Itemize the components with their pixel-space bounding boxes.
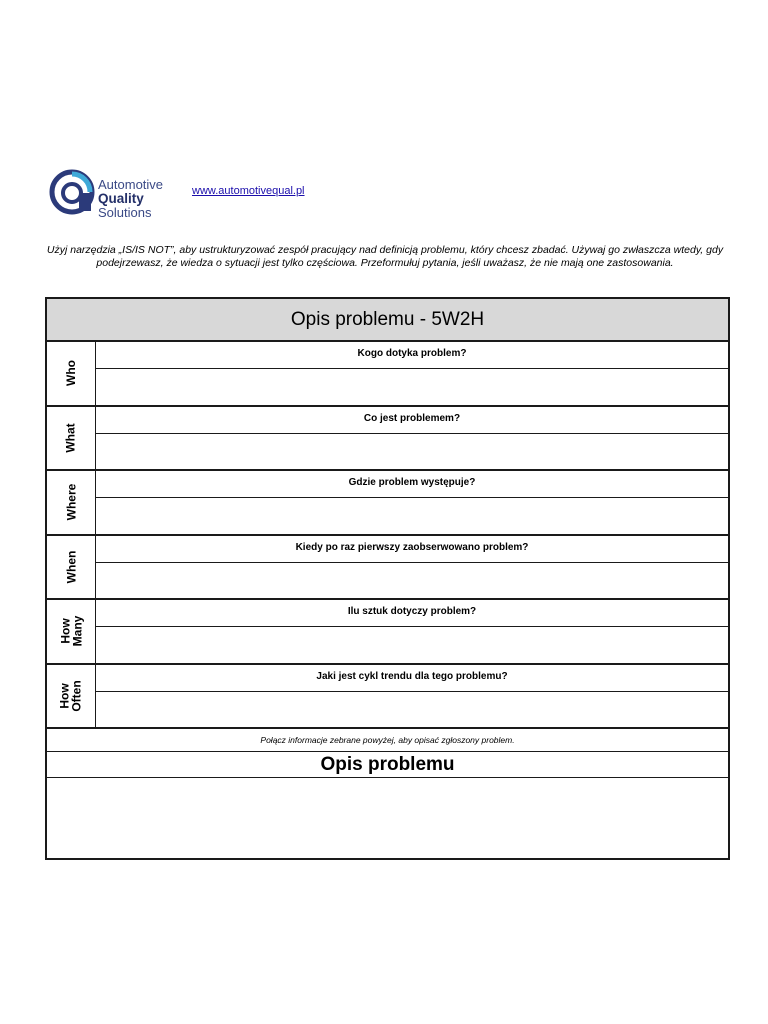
section-how-many (47, 600, 728, 665)
summary-answer-area[interactable] (47, 778, 728, 860)
section-how-often (47, 665, 728, 730)
answer-cell[interactable] (96, 369, 728, 405)
website-link[interactable]: www.automotivequal.pl (192, 185, 305, 197)
aq-logo-icon (49, 169, 95, 215)
question-cell: Kiedy po raz pierwszy zaobserwowano problem? (96, 536, 728, 563)
section-label: When (63, 550, 78, 584)
question-cell: Jaki jest cykl trendu dla tego problemu? (96, 665, 728, 692)
answer-cell[interactable] (96, 434, 728, 470)
section-label: Who (64, 360, 78, 387)
logo-line-2: Quality (98, 191, 144, 206)
answer-cell[interactable] (96, 563, 728, 599)
question-cell: Co jest problemem? (96, 407, 728, 434)
section-label: How Many (58, 615, 84, 647)
form-title: Opis problemu - 5W2H (47, 299, 728, 342)
combine-note: Połącz informacje zebrane powyżej, aby opisać zgłoszony problem. (47, 729, 728, 752)
logo-line-3: Solutions (98, 205, 152, 220)
section-label: What (63, 423, 78, 453)
answer-cell[interactable] (96, 692, 728, 728)
logo-text (98, 178, 163, 220)
question-cell: Ilu sztuk dotyczy problem? (96, 600, 728, 627)
question-cell: Gdzie problem występuje? (96, 471, 728, 498)
problem-form (45, 297, 730, 860)
intro-text: Użyj narzędzia „IS/IS NOT”, aby ustrukturyzować zespół pracujący nad definicją problemu, który chcesz zbadać. Używaj go zwłaszcza wtedy, gdy podejrzewasz, że wiedza o sytuacji jest tylko częściowa. Przeformułuj pytania, jeśli uważasz, że nie mają one zastosowania. (46, 244, 724, 269)
summary-title: Opis problemu (47, 752, 728, 778)
logo-line-1: Automotive (98, 177, 164, 192)
section-when (47, 536, 728, 601)
section-label: How Often (58, 680, 84, 712)
company-logo (49, 168, 199, 224)
answer-cell[interactable] (96, 498, 728, 534)
section-where (47, 471, 728, 536)
section-who (47, 342, 728, 407)
answer-cell[interactable] (96, 627, 728, 663)
question-cell: Kogo dotyka problem? (96, 342, 728, 369)
section-what (47, 407, 728, 472)
section-label: Where (64, 483, 78, 521)
